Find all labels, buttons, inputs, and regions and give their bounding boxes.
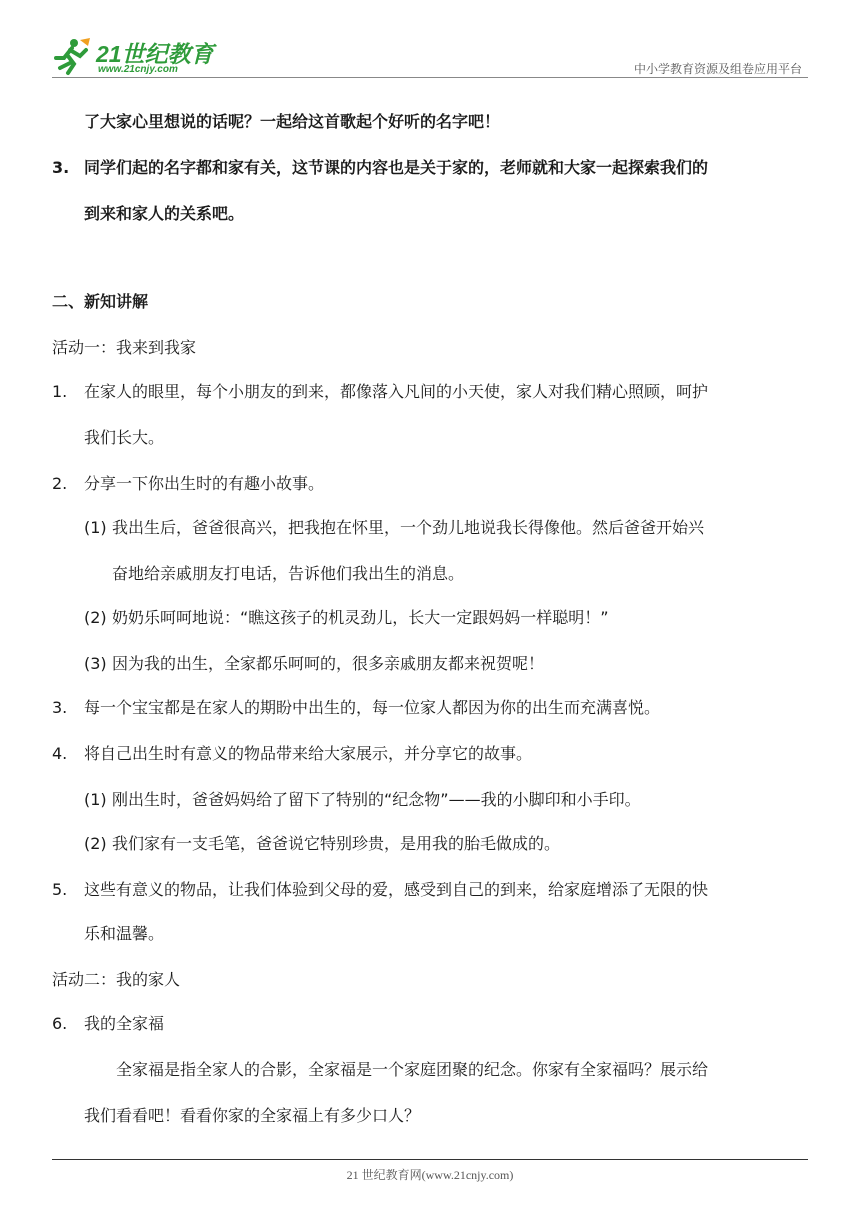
sub-list-text: 我出生后，爸爸很高兴，把我抱在怀里，一个劲儿地说我长得像他。然后爸爸开始兴 bbox=[112, 518, 705, 537]
sub-list-text: 因为我的出生，全家都乐呵呵的，很多亲戚朋友都来祝贺呢！ bbox=[112, 654, 545, 673]
runner-logo-icon bbox=[50, 36, 94, 76]
list-item-text: 分享一下你出生时的有趣小故事。 bbox=[84, 474, 325, 493]
list-item-text: 在家人的眼里，每个小朋友的到来，都像落入凡间的小天使，家人对我们精心照顾，呵护 bbox=[84, 382, 709, 401]
list-number: 4. bbox=[52, 744, 68, 763]
activity-heading: 活动一：我来到我家 bbox=[52, 338, 197, 357]
list-number: 1. bbox=[52, 382, 68, 401]
list-item-text: 同学们起的名字都和家有关，这节课的内容也是关于家的，老师就和大家一起探索我们的 bbox=[84, 158, 709, 177]
sub-list-text: 奋地给亲戚朋友打电话，告诉他们我出生的消息。 bbox=[112, 564, 465, 583]
intro-continuation: 了大家心里想说的话呢？一起给这首歌起个好听的名字吧！ bbox=[84, 112, 501, 131]
header-tagline: 中小学教育资源及组卷应用平台 bbox=[633, 62, 802, 76]
list-item-text: 将自己出生时有意义的物品带来给大家展示，并分享它的故事。 bbox=[84, 744, 533, 763]
list-item-text: 乐和温馨。 bbox=[84, 924, 165, 943]
footer-text[interactable]: 21 世纪教育网(www.21cnjy.com) bbox=[346, 1168, 514, 1182]
paragraph-text: 我们看看吧！看看你家的全家福上有多少口人？ bbox=[84, 1106, 421, 1125]
site-logo[interactable] bbox=[50, 34, 220, 78]
list-number: 5. bbox=[52, 880, 68, 899]
sub-list-number: (1) bbox=[84, 790, 107, 809]
header-divider bbox=[52, 77, 808, 78]
list-item-text: 每一个宝宝都是在家人的期盼中出生的，每一位家人都因为你的出生而充满喜悦。 bbox=[84, 698, 661, 717]
sub-list-text: 我们家有一支毛笔，爸爸说它特别珍贵，是用我的胎毛做成的。 bbox=[112, 834, 561, 853]
list-number: 3. bbox=[52, 698, 68, 717]
logo-text: 21世纪教育 bbox=[96, 41, 214, 67]
logo-url: www.21cnjy.com bbox=[98, 64, 178, 75]
list-number: 3. bbox=[52, 158, 70, 177]
list-number: 2. bbox=[52, 474, 68, 493]
paragraph-text: 全家福是指全家人的合影，全家福是一个家庭团聚的纪念。你家有全家福吗？展示给 bbox=[116, 1060, 709, 1079]
list-item-text: 我的全家福 bbox=[84, 1014, 165, 1033]
section-heading: 二、新知讲解 bbox=[52, 292, 149, 311]
footer-divider bbox=[52, 1159, 808, 1160]
sub-list-number: (2) bbox=[84, 834, 107, 853]
list-number: 6. bbox=[52, 1014, 68, 1033]
sub-list-text: 刚出生时，爸爸妈妈给了留下了特别的“纪念物”——我的小脚印和小手印。 bbox=[112, 790, 641, 809]
sub-list-text: 奶奶乐呵呵地说：“瞧这孩子的机灵劲儿，长大一定跟妈妈一样聪明！” bbox=[112, 608, 609, 627]
list-item-text: 我们长大。 bbox=[84, 428, 165, 447]
page-header bbox=[0, 0, 860, 82]
list-item-text: 这些有意义的物品，让我们体验到父母的爱，感受到自己的到来，给家庭增添了无限的快 bbox=[84, 880, 709, 899]
sub-list-number: (3) bbox=[84, 654, 107, 673]
list-item-text: 到来和家人的关系吧。 bbox=[84, 204, 245, 223]
sub-list-number: (1) bbox=[84, 518, 107, 537]
activity-heading: 活动二：我的家人 bbox=[52, 970, 181, 989]
sub-list-number: (2) bbox=[84, 608, 107, 627]
